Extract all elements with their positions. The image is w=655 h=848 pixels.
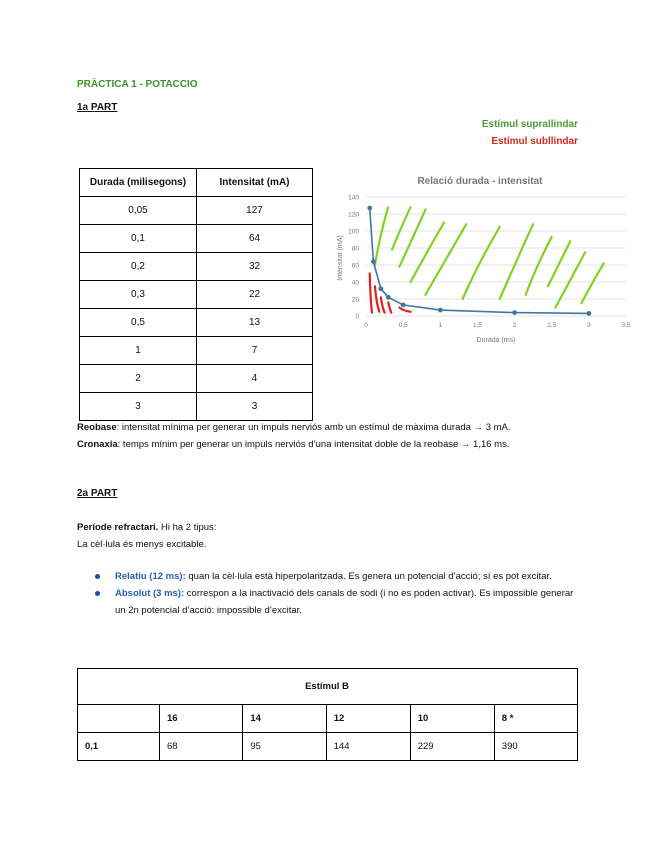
data-point: [438, 308, 443, 313]
x-tick-label: 2,5: [547, 322, 557, 329]
chart-y-ticks: [348, 195, 359, 321]
intensity-cell: 3: [197, 393, 313, 421]
table-row: [80, 337, 313, 365]
duration-intensity-table: [79, 168, 313, 421]
header-cell: 16: [159, 705, 242, 733]
intensity-cell: 64: [197, 225, 313, 253]
suprathreshold-stroke: [375, 207, 388, 265]
stimulus-b-title: Estímul B: [78, 669, 578, 705]
intensity-cell: 4: [197, 365, 313, 393]
x-tick-label: 2: [512, 322, 517, 329]
suprathreshold-stroke: [463, 227, 500, 299]
y-tick-label: 60: [351, 262, 359, 270]
absolute-text: correspon a la inactivació dels canals de sodi (i no es poden activar). Es impossible generar un 2n potencial d’acció: impossible d’excitar.: [115, 588, 574, 616]
list-item: [95, 568, 585, 585]
suprathreshold-stroke: [581, 263, 603, 303]
chart-title: Relació durada - intensitat: [417, 176, 543, 187]
part2-heading: 2a PART: [77, 488, 118, 499]
y-tick-label: 20: [351, 296, 359, 304]
refractory-types-list: [95, 568, 585, 619]
refractory-label: Període refractari.: [77, 522, 159, 533]
reobase-line: [77, 419, 597, 436]
subthreshold-stroke: [388, 302, 391, 312]
y-tick-label: 140: [348, 194, 359, 202]
x-tick-label: 1,5: [472, 322, 482, 329]
y-tick-label: 80: [351, 245, 359, 253]
data-point: [586, 311, 591, 316]
suprathreshold-stroke: [399, 210, 425, 267]
table-row: [80, 281, 313, 309]
duration-intensity-chart: [330, 168, 635, 348]
duration-cell: 0,3: [80, 281, 197, 309]
bullet-icon: [95, 574, 100, 579]
subthreshold-stroke: [370, 274, 372, 313]
header-cell: 14: [243, 705, 326, 733]
table-row: [80, 365, 313, 393]
data-point: [371, 259, 376, 264]
data-point: [386, 295, 391, 300]
chart-xlabel: Durada (ms): [476, 337, 516, 344]
y-tick-label: 0: [355, 313, 359, 321]
duration-cell: 3: [80, 393, 197, 421]
table-header-duration: Durada (milisegons): [80, 169, 197, 197]
value-cell: 68: [159, 733, 242, 761]
value-cell: 95: [243, 733, 326, 761]
subthreshold-stroke: [381, 297, 385, 312]
data-point: [378, 286, 383, 291]
row-label-cell: 0,1: [78, 733, 160, 761]
reobase-label: Reobase: [77, 422, 117, 433]
less-excitable-line: La cèl·lula és menys excitable.: [77, 539, 207, 550]
absolute-label: Absolut (3 ms):: [115, 588, 185, 599]
table-row: [80, 253, 313, 281]
duration-cell: 0,5: [80, 309, 197, 337]
reobase-text: : intensitat mínima per generar un impuls nerviós amb un estímul de màxima durada → 3 mA.: [116, 422, 511, 433]
relative-label: Relatiu (12 ms):: [115, 571, 186, 582]
duration-cell: 2: [80, 365, 197, 393]
header-cell: 12: [326, 705, 410, 733]
part1-heading: 1a PART: [77, 102, 118, 113]
subthreshold-stroke: [399, 308, 410, 312]
duration-cell: 1: [80, 337, 197, 365]
x-tick-label: 3: [587, 322, 591, 329]
cronaxia-label: Cronaxia: [77, 439, 118, 450]
y-tick-label: 120: [348, 211, 359, 219]
intensity-cell: 127: [197, 197, 313, 225]
intensity-cell: 13: [197, 309, 313, 337]
table-row: [78, 733, 578, 761]
chart-x-ticks: [364, 322, 631, 329]
refractory-line: [77, 519, 216, 536]
x-tick-label: 1: [438, 322, 443, 329]
stimulus-b-table: [77, 668, 578, 761]
document-title: PRÀCTICA 1 - POTACCIO: [77, 79, 198, 90]
data-point: [401, 303, 406, 308]
table-header-row: [78, 705, 578, 733]
table-row: [80, 197, 313, 225]
data-point: [367, 206, 372, 211]
table-header-intensity: Intensitat (mA): [197, 169, 313, 197]
cronaxia-text: : temps mínim per generar un impuls nerviós d’una intensitat doble de la reobase → 1,16 ms.: [117, 439, 510, 450]
suprathreshold-stroke: [425, 224, 466, 295]
header-cell: 8 *: [494, 705, 577, 733]
x-tick-label: 0: [364, 322, 368, 329]
chart-ylabel: Intensitat (mA): [337, 235, 344, 281]
duration-cell: 0,1: [80, 225, 197, 253]
value-cell: 390: [494, 733, 577, 761]
table-row: [80, 393, 313, 421]
header-cell: [78, 705, 160, 733]
data-point: [512, 310, 517, 315]
y-tick-label: 40: [351, 279, 359, 287]
relative-text: quan la cèl·lula està hiperpolaritzada. Es genera un potencial d’acció; sí es pot excitar.: [185, 571, 552, 582]
x-tick-label: 0,5: [398, 322, 408, 329]
legend-sub: Estímul subllindar: [491, 136, 578, 147]
refractory-text: Hi ha 2 tipus:: [158, 522, 217, 533]
intensity-cell: 22: [197, 281, 313, 309]
duration-cell: 0,05: [80, 197, 197, 225]
bullet-icon: [95, 591, 100, 596]
legend-supra: Estímul suprallindar: [481, 119, 578, 130]
intensity-cell: 7: [197, 337, 313, 365]
value-cell: 144: [326, 733, 410, 761]
table-row: [80, 225, 313, 253]
y-tick-label: 100: [348, 228, 359, 236]
handwritten-annotations: [370, 207, 604, 312]
value-cell: 229: [410, 733, 494, 761]
intensity-cell: 32: [197, 253, 313, 281]
header-cell: 10: [410, 705, 494, 733]
table-row: [80, 309, 313, 337]
list-item: [95, 585, 585, 619]
duration-cell: 0,2: [80, 253, 197, 281]
cronaxia-line: [77, 436, 617, 453]
x-tick-label: 3,5: [621, 322, 631, 329]
